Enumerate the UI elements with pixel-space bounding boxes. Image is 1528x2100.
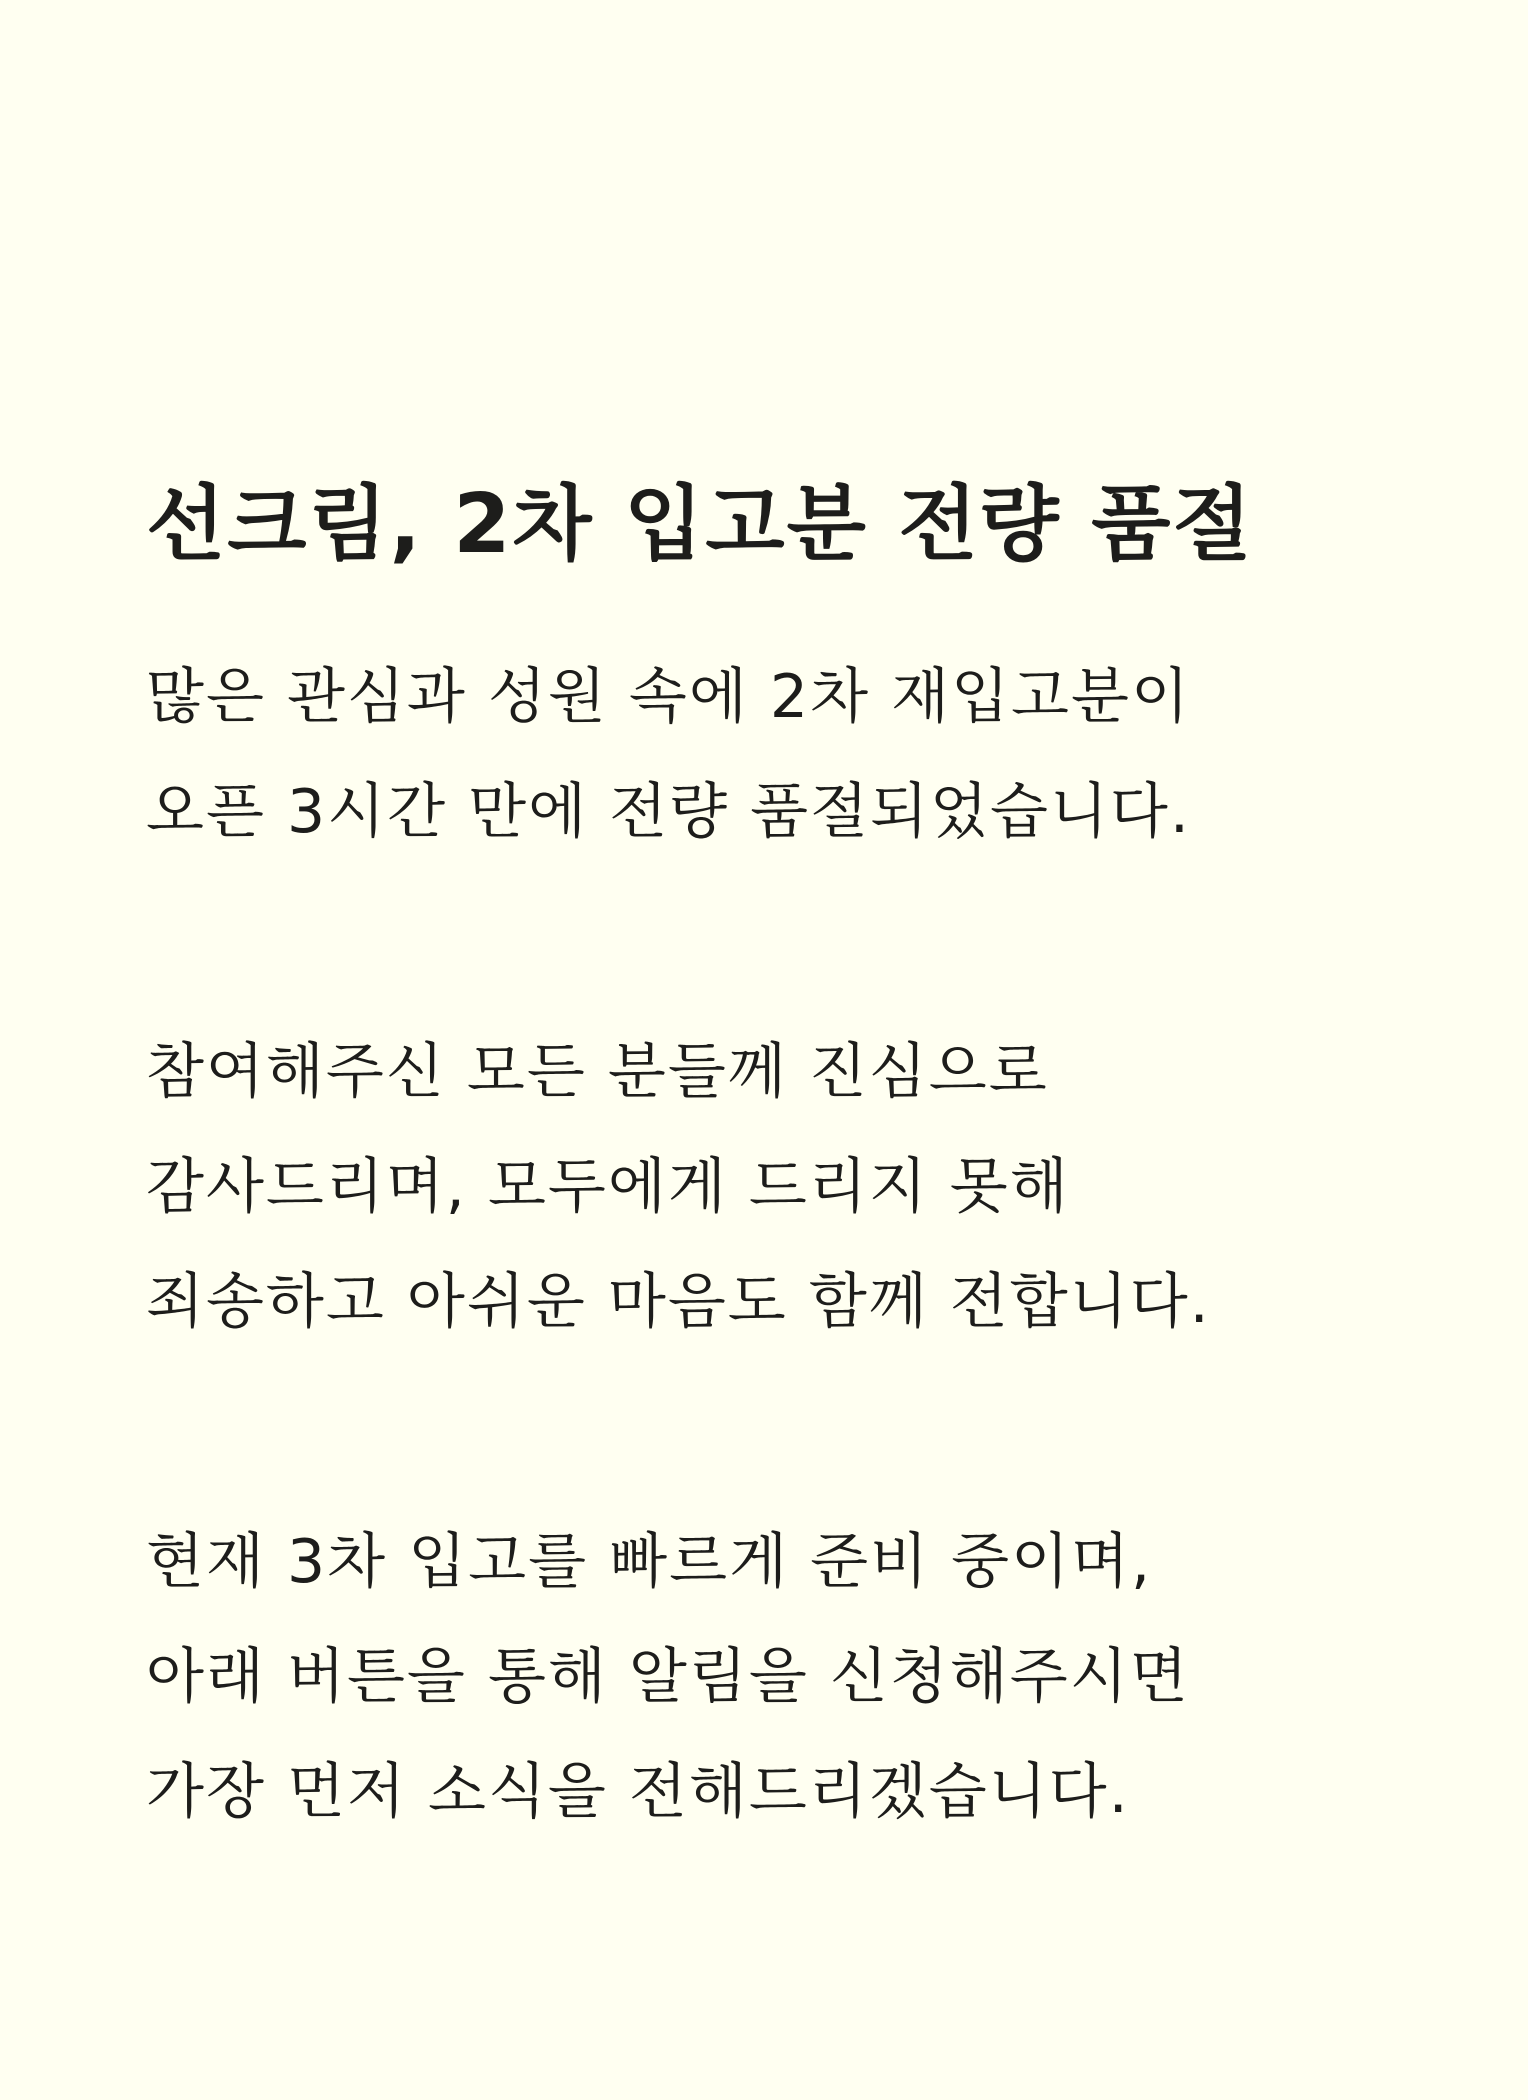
- sold-out-notice: [146, 470, 1406, 1850]
- notice-line: 참여해주신 모든 분들께 진심으로: [146, 1037, 1049, 1107]
- notice-paragraph-thanks: [146, 1015, 1406, 1360]
- notice-line: 많은 관심과 성원 속에 2차 재입고분이: [146, 662, 1191, 732]
- notice-line: 죄송하고 아쉬운 마음도 함께 전합니다.: [146, 1267, 1211, 1337]
- notice-line: 현재 3차 입고를 빠르게 준비 중이며,: [146, 1527, 1153, 1597]
- notice-line: 아래 버튼을 통해 알림을 신청해주시면: [146, 1642, 1190, 1712]
- notice-paragraph-restock: [146, 1505, 1406, 1850]
- notice-line: 오픈 3시간 만에 전량 품절되었습니다.: [146, 777, 1191, 847]
- notice-paragraph-sold-out: [146, 640, 1406, 870]
- notice-line: 감사드리며, 모두에게 드리지 못해: [146, 1152, 1070, 1222]
- notice-line: 가장 먼저 소식을 전해드리겠습니다.: [146, 1757, 1130, 1827]
- notice-title: 선크림, 2차 입고분 전량 품절: [146, 477, 1254, 572]
